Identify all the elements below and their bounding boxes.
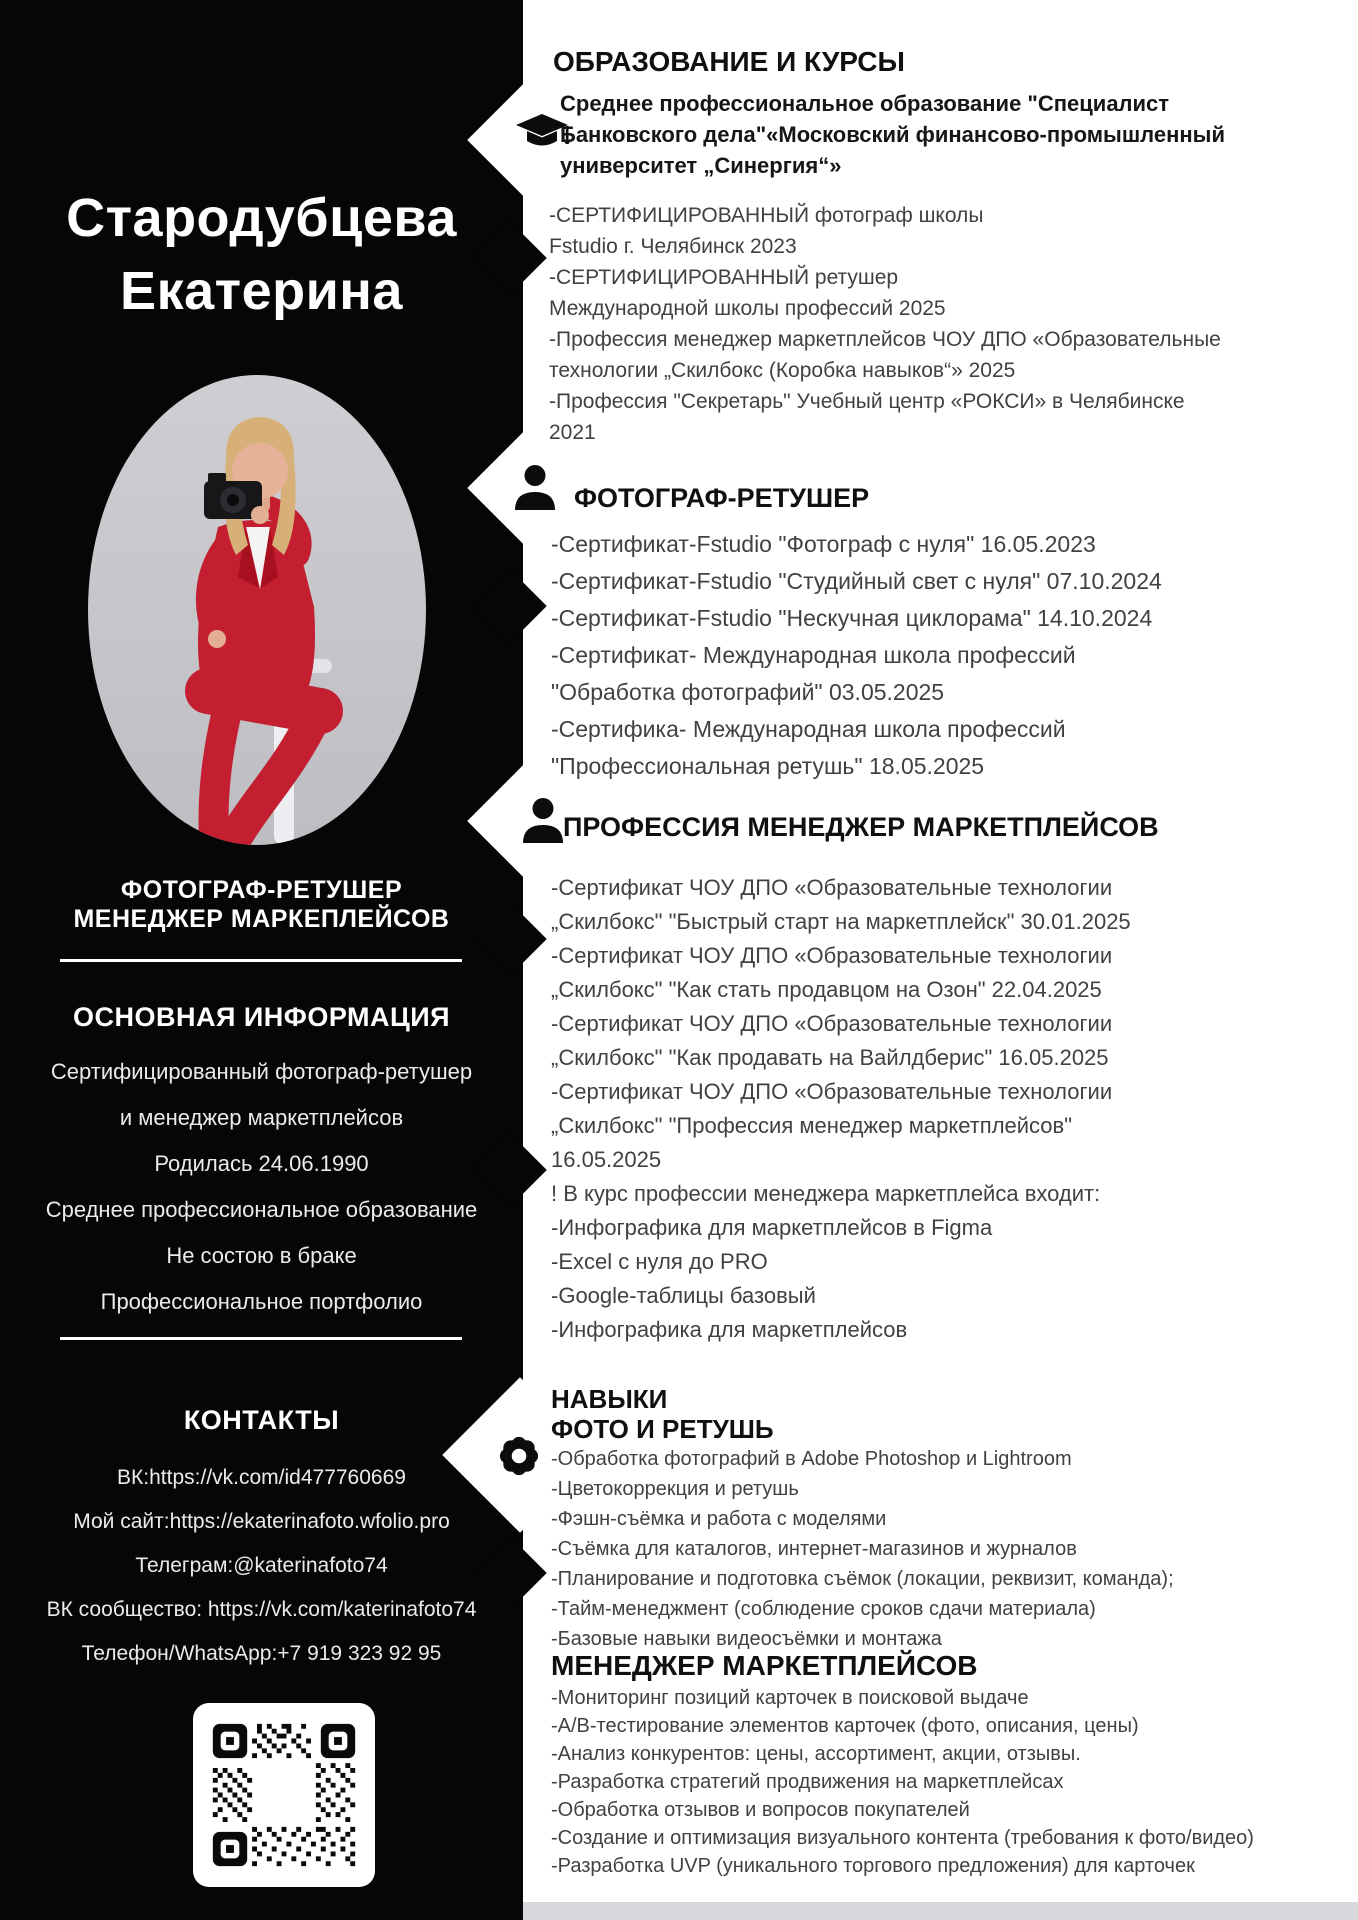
profile-photo bbox=[88, 375, 426, 845]
basic-info-item: Сертифицированный фотограф-ретушер bbox=[50, 1059, 473, 1084]
gear-icon bbox=[494, 1431, 544, 1481]
skills-mm-list bbox=[551, 1684, 1254, 1880]
person-name bbox=[0, 182, 523, 328]
basic-info-list bbox=[0, 1049, 523, 1325]
degree-line: Среднее профессиональное образование "Специалист bbox=[560, 91, 1170, 116]
skill-item: -Планирование и подготовка съёмок (локации, реквизит, команда); bbox=[551, 1568, 1174, 1590]
certificate-item: 16.05.2025 bbox=[551, 1147, 662, 1172]
education-item: Fstudio г. Челябинск 2023 bbox=[549, 235, 797, 258]
skill-item: -Базовые навыки видеосъёмки и монтажа bbox=[551, 1628, 942, 1650]
contact-link[interactable]: ВК сообщество: https://vk.com/katerinafoto74 bbox=[46, 1598, 477, 1621]
skill-item: -Тайм-менеджмент (соблюдение сроков сдачи материала) bbox=[551, 1598, 1096, 1620]
certificate-item: „Скилбокс" "Как продавать на Вайлдберис" 16.05.2025 bbox=[551, 1045, 1109, 1070]
person-icon bbox=[513, 464, 557, 511]
name-line-2: Екатерина bbox=[120, 261, 403, 321]
education-heading: ОБРАЗОВАНИЕ И КУРСЫ bbox=[553, 46, 905, 77]
education-item: 2021 bbox=[549, 421, 596, 444]
bottom-strip bbox=[523, 1902, 1358, 1920]
skill-item: -А/В-тестирование элементов карточек (фото, описания, цены) bbox=[551, 1715, 1139, 1737]
certificate-item: -Сертификат- Международная школа профессий bbox=[551, 642, 1076, 668]
person-icon bbox=[521, 797, 565, 844]
skills-heading: НАВЫКИ bbox=[551, 1384, 668, 1414]
certificate-item: -Google-таблицы базовый bbox=[551, 1283, 816, 1308]
degree-line: Банковского дела"«Московский финансово-промышленный bbox=[560, 122, 1225, 147]
contact-link[interactable]: Телеграм:@katerinafoto74 bbox=[135, 1554, 388, 1577]
skill-item: -Мониторинг позиций карточек в поисковой выдаче bbox=[551, 1687, 1029, 1709]
skill-item: -Обработка фотографий в Adobe Photoshop и Lightroom bbox=[551, 1448, 1072, 1470]
basic-info-item: Профессиональное портфолио bbox=[100, 1289, 423, 1314]
divider bbox=[60, 1337, 462, 1340]
certificate-item: ! В курс профессии менеджера маркетплейса входит: bbox=[551, 1181, 1101, 1206]
education-item: -СЕРТИФИЦИРОВАННЫЙ фотограф школы bbox=[549, 204, 984, 227]
education-item: -Профессия менеджер маркетплейсов ЧОУ ДПО «Образовательные bbox=[549, 328, 1221, 351]
photographer-list bbox=[551, 526, 1162, 785]
basic-info-item: Родилась 24.06.1990 bbox=[154, 1151, 369, 1176]
contact-link[interactable]: Мой сайт:https://ekaterinafoto.wfolio.pro bbox=[73, 1510, 450, 1533]
skills-photo-list bbox=[551, 1444, 1174, 1654]
certificate-item: -Сертификат ЧОУ ДПО «Образовательные технологии bbox=[551, 1011, 1113, 1036]
certificate-item: -Сертификат ЧОУ ДПО «Образовательные технологии bbox=[551, 943, 1113, 968]
certificate-item: -Сертифика- Международная школа профессий bbox=[551, 716, 1066, 742]
certificate-item: „Скилбокс" "Быстрый старт на маркетплейск" 30.01.2025 bbox=[551, 909, 1131, 934]
certificate-item: -Инфографика для маркетплейсов в Figma bbox=[551, 1215, 993, 1240]
certificate-item: -Инфографика для маркетплейсов bbox=[551, 1317, 908, 1342]
job-title-line-1: ФОТОГРАФ-РЕТУШЕР bbox=[120, 876, 403, 904]
contacts-list bbox=[0, 1456, 523, 1676]
basic-info-heading: ОСНОВНАЯ ИНФОРМАЦИЯ bbox=[72, 1002, 451, 1032]
degree-line: университет „Синергия“» bbox=[560, 153, 842, 178]
certificate-item: -Сертификат-Fstudio "Нескучная циклорама" 14.10.2024 bbox=[551, 605, 1153, 631]
skills-mm-heading: МЕНЕДЖЕР МАРКЕТПЛЕЙСОВ bbox=[551, 1650, 978, 1681]
job-title bbox=[0, 876, 523, 934]
contacts-heading: КОНТАКТЫ bbox=[183, 1405, 340, 1435]
education-list bbox=[549, 200, 1221, 448]
portrait-illustration bbox=[88, 375, 426, 845]
name-line-1: Стародубцева bbox=[66, 188, 457, 248]
education-item: -СЕРТИФИЦИРОВАННЫЙ ретушер bbox=[549, 266, 899, 289]
divider bbox=[60, 959, 462, 962]
photographer-heading: ФОТОГРАФ-РЕТУШЕР bbox=[574, 483, 870, 513]
skill-item: -Анализ конкурентов: цены, ассортимент, акции, отзывы. bbox=[551, 1743, 1081, 1765]
qr-code[interactable] bbox=[193, 1703, 375, 1887]
certificate-item: -Сертификат ЧОУ ДПО «Образовательные технологии bbox=[551, 1079, 1113, 1104]
job-title-line-2: МЕНЕДЖЕР МАРКЕПЛЕЙСОВ bbox=[73, 905, 450, 933]
skill-item: -Разработка стратегий продвижения на маркетплейсах bbox=[551, 1771, 1064, 1793]
contact-link[interactable]: Телефон/WhatsApp:+7 919 323 92 95 bbox=[81, 1642, 442, 1665]
basic-info-item: и менеджер маркетплейсов bbox=[119, 1105, 404, 1130]
marketplace-heading: ПРОФЕССИЯ МЕНЕДЖЕР МАРКЕТПЛЕЙСОВ bbox=[563, 812, 1159, 842]
certificate-item: -Сертификат-Fstudio "Студийный свет с нуля" 07.10.2024 bbox=[551, 568, 1162, 594]
certificate-item: "Профессиональная ретушь" 18.05.2025 bbox=[551, 753, 985, 779]
certificate-item: -Сертификат-Fstudio "Фотограф с нуля" 16.05.2023 bbox=[551, 531, 1096, 557]
skill-item: -Разработка UVP (уникального торгового предложения) для карточек bbox=[551, 1855, 1195, 1877]
qr-pattern bbox=[203, 1713, 365, 1877]
education-item: технологии „Скилбокс (Коробка навыков“» 2025 bbox=[549, 359, 1016, 382]
skill-item: -Обработка отзывов и вопросов покупателей bbox=[551, 1799, 970, 1821]
skill-item: -Фэшн-съёмка и работа с моделями bbox=[551, 1508, 887, 1530]
skills-photo-heading: ФОТО И РЕТУШЬ bbox=[551, 1414, 774, 1444]
certificate-item: -Excel с нуля до PRO bbox=[551, 1249, 768, 1274]
education-item: Международной школы профессий 2025 bbox=[549, 297, 946, 320]
basic-info-item: Не состою в браке bbox=[166, 1243, 357, 1268]
basic-info-item: Среднее профессиональное образование bbox=[45, 1197, 478, 1222]
skill-item: -Создание и оптимизация визуального контента (требования к фото/видео) bbox=[551, 1827, 1254, 1849]
certificate-item: „Скилбокс" "Профессия менеджер маркетплейсов" bbox=[551, 1113, 1073, 1138]
marketplace-list bbox=[551, 871, 1131, 1347]
certificate-item: "Обработка фотографий" 03.05.2025 bbox=[551, 679, 945, 705]
contact-link[interactable]: ВК:https://vk.com/id477760669 bbox=[117, 1466, 406, 1489]
skill-item: -Съёмка для каталогов, интернет-магазинов и журналов bbox=[551, 1538, 1077, 1560]
education-item: -Профессия "Секретарь" Учебный центр «РОКСИ» в Челябинске bbox=[549, 390, 1185, 413]
certificate-item: -Сертификат ЧОУ ДПО «Образовательные технологии bbox=[551, 875, 1113, 900]
education-degree bbox=[560, 88, 1225, 181]
certificate-item: „Скилбокс" "Как стать продавцом на Озон" 22.04.2025 bbox=[551, 977, 1102, 1002]
skill-item: -Цветокоррекция и ретушь bbox=[551, 1478, 799, 1500]
